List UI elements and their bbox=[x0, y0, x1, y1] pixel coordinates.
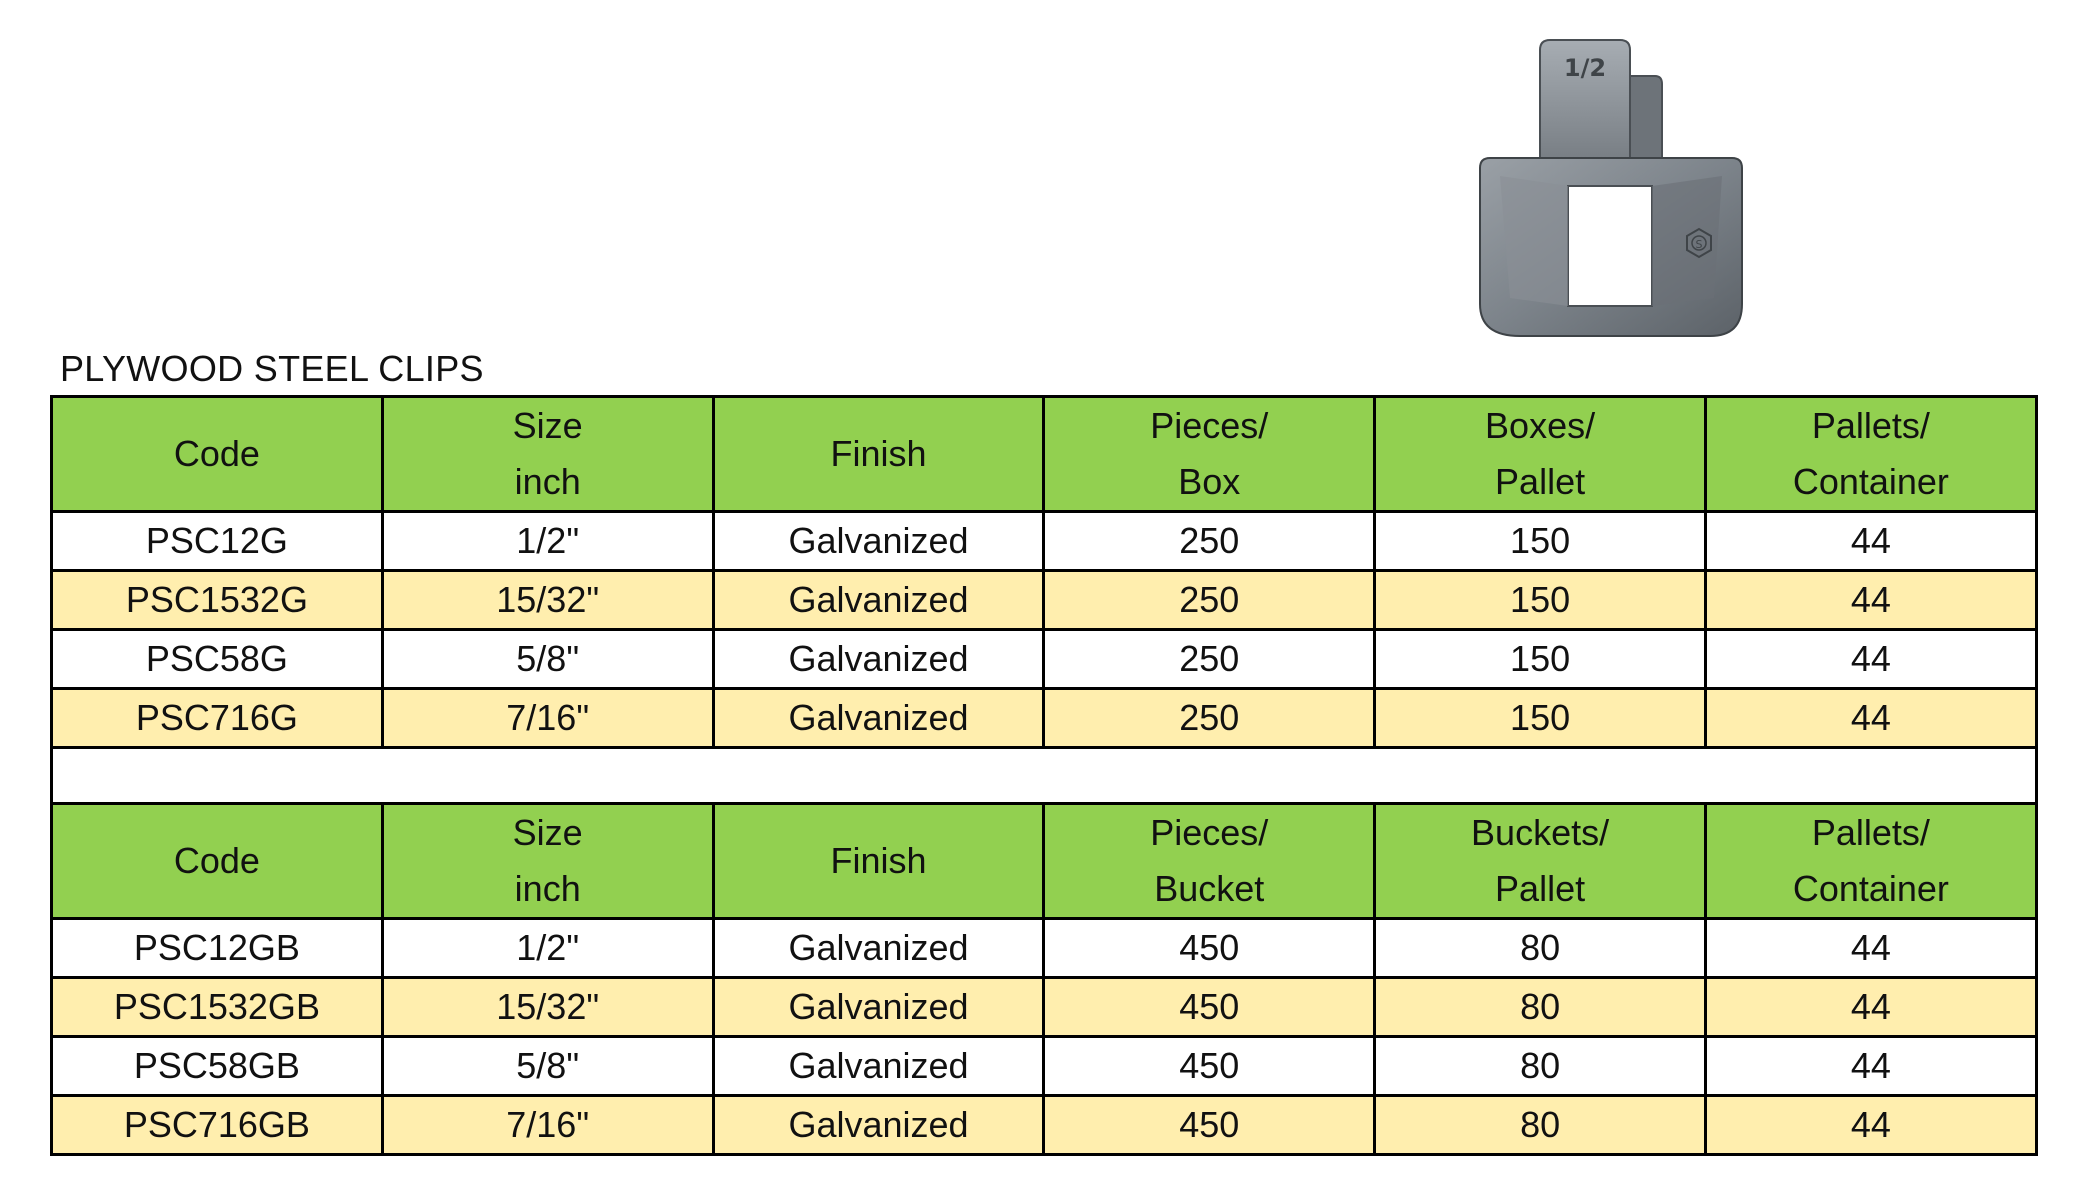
table-cell: 5/8" bbox=[382, 630, 713, 689]
header-cell: Pallets/ Container bbox=[1705, 397, 2036, 512]
table-row bbox=[52, 512, 2037, 571]
clip-stamp: 1/2 bbox=[1563, 54, 1607, 82]
table-row bbox=[52, 1096, 2037, 1155]
table-row bbox=[52, 978, 2037, 1037]
header-cell: Code bbox=[52, 397, 383, 512]
table-cell: 150 bbox=[1375, 689, 1706, 748]
table-cell: 80 bbox=[1375, 978, 1706, 1037]
table-header-row bbox=[52, 397, 2037, 512]
spec-table bbox=[50, 395, 2038, 1156]
table-cell: 44 bbox=[1705, 919, 2036, 978]
header-cell: Size inch bbox=[382, 804, 713, 919]
table-row bbox=[52, 1037, 2037, 1096]
header-cell: Finish bbox=[713, 397, 1044, 512]
table-cell: PSC58G bbox=[52, 630, 383, 689]
table-cell: 450 bbox=[1044, 1096, 1375, 1155]
table-cell: 250 bbox=[1044, 571, 1375, 630]
table-row bbox=[52, 571, 2037, 630]
table-cell: 15/32" bbox=[382, 571, 713, 630]
header-cell: Pieces/ Box bbox=[1044, 397, 1375, 512]
spacer-cell bbox=[52, 748, 2037, 804]
table-cell: 150 bbox=[1375, 630, 1706, 689]
table-cell: 1/2" bbox=[382, 512, 713, 571]
header-cell: Pieces/ Bucket bbox=[1044, 804, 1375, 919]
header-cell: Code bbox=[52, 804, 383, 919]
table-cell: 80 bbox=[1375, 1037, 1706, 1096]
table-row bbox=[52, 689, 2037, 748]
table-cell: 250 bbox=[1044, 689, 1375, 748]
logo-mark-text: S bbox=[1695, 238, 1703, 251]
header-cell: Boxes/ Pallet bbox=[1375, 397, 1706, 512]
table-cell: Galvanized bbox=[713, 630, 1044, 689]
table-cell: 1/2" bbox=[382, 919, 713, 978]
table-cell: 44 bbox=[1705, 978, 2036, 1037]
table-cell: 7/16" bbox=[382, 1096, 713, 1155]
table-cell: PSC1532G bbox=[52, 571, 383, 630]
header-cell: Pallets/ Container bbox=[1705, 804, 2036, 919]
table-cell: 44 bbox=[1705, 1037, 2036, 1096]
table-cell: PSC1532GB bbox=[52, 978, 383, 1037]
table-cell: PSC716G bbox=[52, 689, 383, 748]
table-cell: Galvanized bbox=[713, 919, 1044, 978]
table-cell: 250 bbox=[1044, 630, 1375, 689]
table-cell: PSC716GB bbox=[52, 1096, 383, 1155]
table-spacer-row bbox=[52, 748, 2037, 804]
table-cell: 450 bbox=[1044, 919, 1375, 978]
table-cell: 150 bbox=[1375, 571, 1706, 630]
table-cell: Galvanized bbox=[713, 978, 1044, 1037]
table-cell: 7/16" bbox=[382, 689, 713, 748]
table-row bbox=[52, 919, 2037, 978]
header-cell: Finish bbox=[713, 804, 1044, 919]
table-cell: 44 bbox=[1705, 630, 2036, 689]
header-cell: Size inch bbox=[382, 397, 713, 512]
table-cell: 44 bbox=[1705, 571, 2036, 630]
table-cell: Galvanized bbox=[713, 571, 1044, 630]
table-cell: 450 bbox=[1044, 1037, 1375, 1096]
header-cell: Buckets/ Pallet bbox=[1375, 804, 1706, 919]
table-cell: 44 bbox=[1705, 1096, 2036, 1155]
table-cell: Galvanized bbox=[713, 689, 1044, 748]
table-cell: Galvanized bbox=[713, 1037, 1044, 1096]
table-cell: PSC58GB bbox=[52, 1037, 383, 1096]
table-cell: 44 bbox=[1705, 689, 2036, 748]
table-cell: PSC12G bbox=[52, 512, 383, 571]
table-cell: 450 bbox=[1044, 978, 1375, 1037]
page-title: PLYWOOD STEEL CLIPS bbox=[60, 348, 484, 389]
table-cell: 80 bbox=[1375, 919, 1706, 978]
steel-clip-photo bbox=[1470, 36, 1750, 348]
table-cell: 80 bbox=[1375, 1096, 1706, 1155]
table-cell: Galvanized bbox=[713, 1096, 1044, 1155]
table-header-row bbox=[52, 804, 2037, 919]
table-cell: 250 bbox=[1044, 512, 1375, 571]
table-cell: Galvanized bbox=[713, 512, 1044, 571]
table-cell: 44 bbox=[1705, 512, 2036, 571]
table-row bbox=[52, 630, 2037, 689]
table-cell: 5/8" bbox=[382, 1037, 713, 1096]
table-cell: PSC12GB bbox=[52, 919, 383, 978]
table-cell: 150 bbox=[1375, 512, 1706, 571]
table-cell: 15/32" bbox=[382, 978, 713, 1037]
